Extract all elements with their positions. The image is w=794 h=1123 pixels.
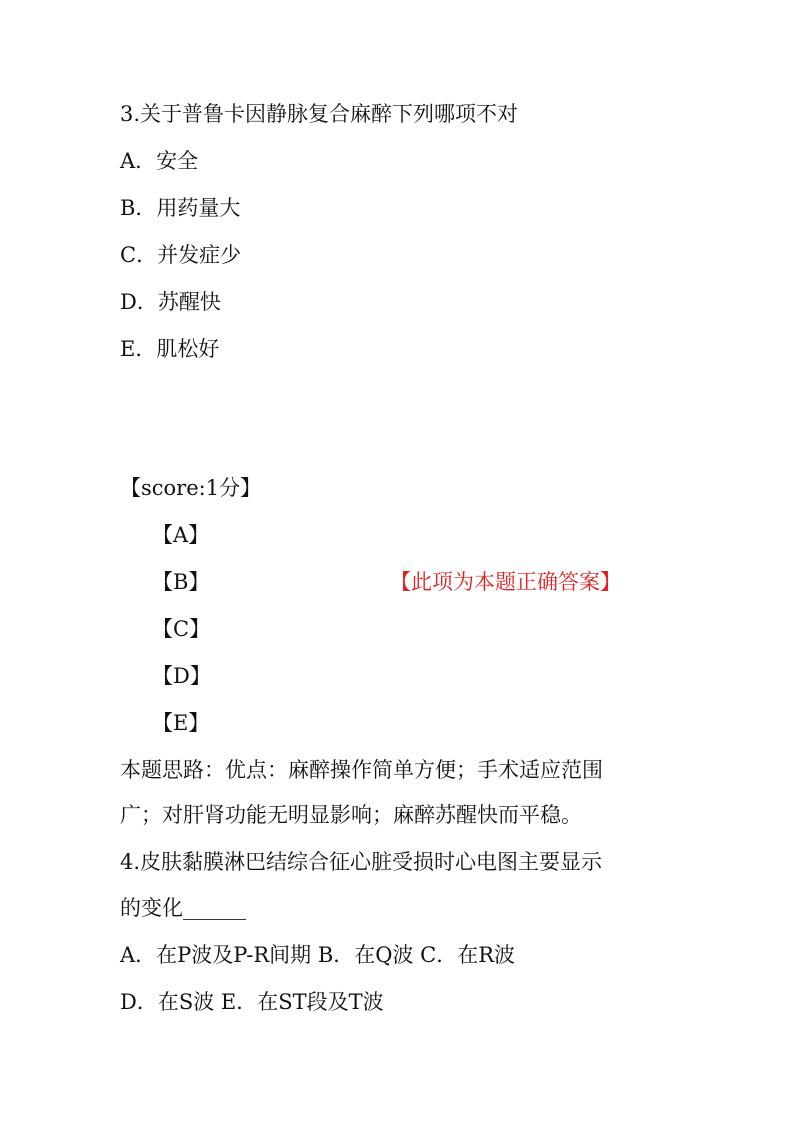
answer-mark-b-row: [152, 568, 621, 596]
answer-mark-c: 【C】: [152, 617, 211, 641]
score-label: 【score:1分】: [120, 476, 262, 500]
answer-mark-b: 【B】: [152, 570, 210, 594]
q3-option-a: A．安全: [120, 149, 199, 173]
q4-options-line-1: A．在P波及P-R间期 B．在Q波 C．在R波: [120, 943, 516, 967]
q3-stem: 3.关于普鲁卡因静脉复合麻醉下列哪项不对: [120, 102, 519, 126]
q3-option-d: D．苏醒快: [120, 290, 221, 314]
answer-mark-d: 【D】: [152, 664, 211, 688]
q4-options-line-2: D．在S波 E．在ST段及T波: [120, 990, 384, 1014]
explanation-line-2: 广；对肝肾功能无明显影响；麻醉苏醒快而平稳。: [120, 803, 582, 827]
q4-stem-line-2: 的变化______: [120, 896, 246, 920]
correct-answer-note: 【此项为本题正确答案】: [390, 570, 621, 594]
explanation-line-1: 本题思路：优点：麻醉操作简单方便；手术适应范围: [120, 758, 603, 782]
answer-mark-e: 【E】: [152, 711, 210, 735]
q3-option-b: B．用药量大: [120, 196, 241, 220]
q3-option-c: C．并发症少: [120, 243, 242, 267]
answer-mark-a: 【A】: [152, 523, 210, 547]
q3-option-e: E．肌松好: [120, 337, 220, 361]
q4-stem-line-1: 4.皮肤黏膜淋巴结综合征心脏受损时心电图主要显示: [120, 850, 603, 874]
